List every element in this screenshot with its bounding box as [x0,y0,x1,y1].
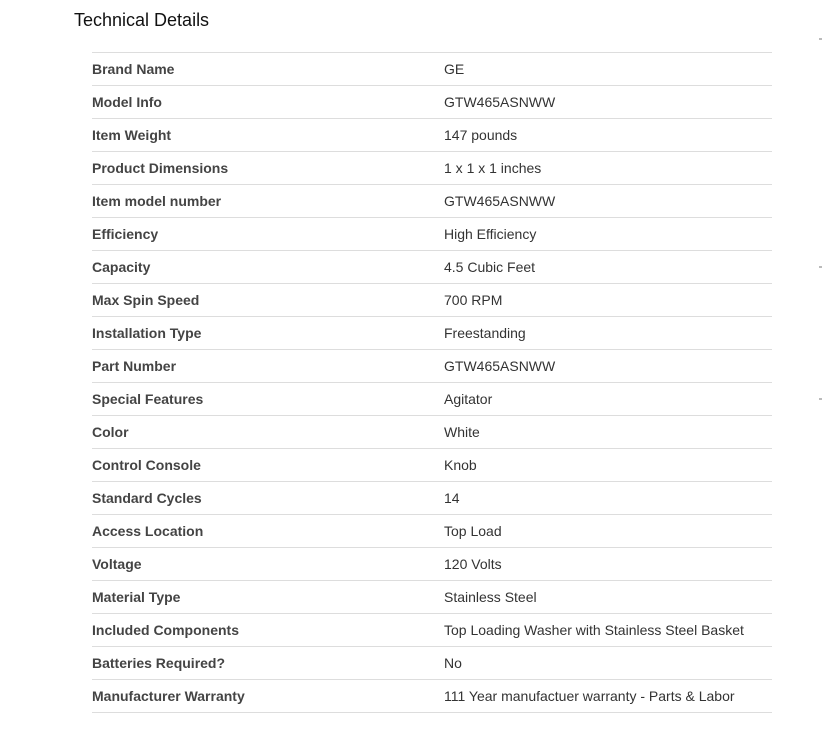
row-label: Control Console [92,457,201,473]
row-value: 700 RPM [444,292,503,308]
row-label: Brand Name [92,61,175,77]
table-row [92,515,772,548]
table-row [92,317,772,350]
row-label: Max Spin Speed [92,292,200,308]
row-label: Model Info [92,94,162,110]
row-label: Access Location [92,523,204,539]
row-label: Manufacturer Warranty [92,688,245,704]
table-row [92,482,772,515]
table-row [92,449,772,482]
table-row [92,284,772,317]
row-value: Agitator [444,391,493,407]
table-row [92,218,772,251]
row-label: Special Features [92,391,204,407]
table-row [92,680,772,713]
table-row [92,251,772,284]
row-value: GTW465ASNWW [444,358,556,374]
row-label: Color [92,424,129,440]
row-value: 14 [444,490,460,506]
table-row [92,614,772,647]
table-row [92,119,772,152]
row-value: 4.5 Cubic Feet [444,259,536,275]
row-label: Item Weight [92,127,172,143]
row-label: Efficiency [92,226,159,242]
technical-details-table [92,52,772,713]
table-row [92,53,772,86]
row-value: GTW465ASNWW [444,193,556,209]
row-value: 111 Year manufactuer warranty - Parts & Labor [444,688,735,704]
row-value: GTW465ASNWW [444,94,556,110]
row-label: Material Type [92,589,181,605]
row-value: 120 Volts [444,556,502,572]
row-label: Item model number [92,193,222,209]
row-value: High Efficiency [444,226,537,242]
table-row [92,647,772,680]
row-value: Top Loading Washer with Stainless Steel Basket [444,622,744,638]
row-label: Product Dimensions [92,160,229,176]
section-title: Technical Details [74,10,210,30]
table-row [92,86,772,119]
row-value: 1 x 1 x 1 inches [444,160,542,176]
table-row [92,581,772,614]
row-label: Part Number [92,358,177,374]
row-value: GE [444,61,465,77]
row-label: Capacity [92,259,151,275]
table-row [92,185,772,218]
row-label: Standard Cycles [92,490,202,506]
row-label: Included Components [92,622,239,638]
table-row [92,383,772,416]
row-value: 147 pounds [444,127,518,143]
table-row [92,350,772,383]
table-row [92,548,772,581]
table-row [92,416,772,449]
row-value: Freestanding [444,325,526,341]
row-value: Top Load [444,523,502,539]
row-value: Stainless Steel [444,589,537,605]
row-label: Voltage [92,556,142,572]
row-label: Batteries Required? [92,655,226,671]
row-label: Installation Type [92,325,202,341]
row-value: Knob [444,457,477,473]
row-value: White [444,424,480,440]
table-row [92,152,772,185]
row-value: No [444,655,462,671]
